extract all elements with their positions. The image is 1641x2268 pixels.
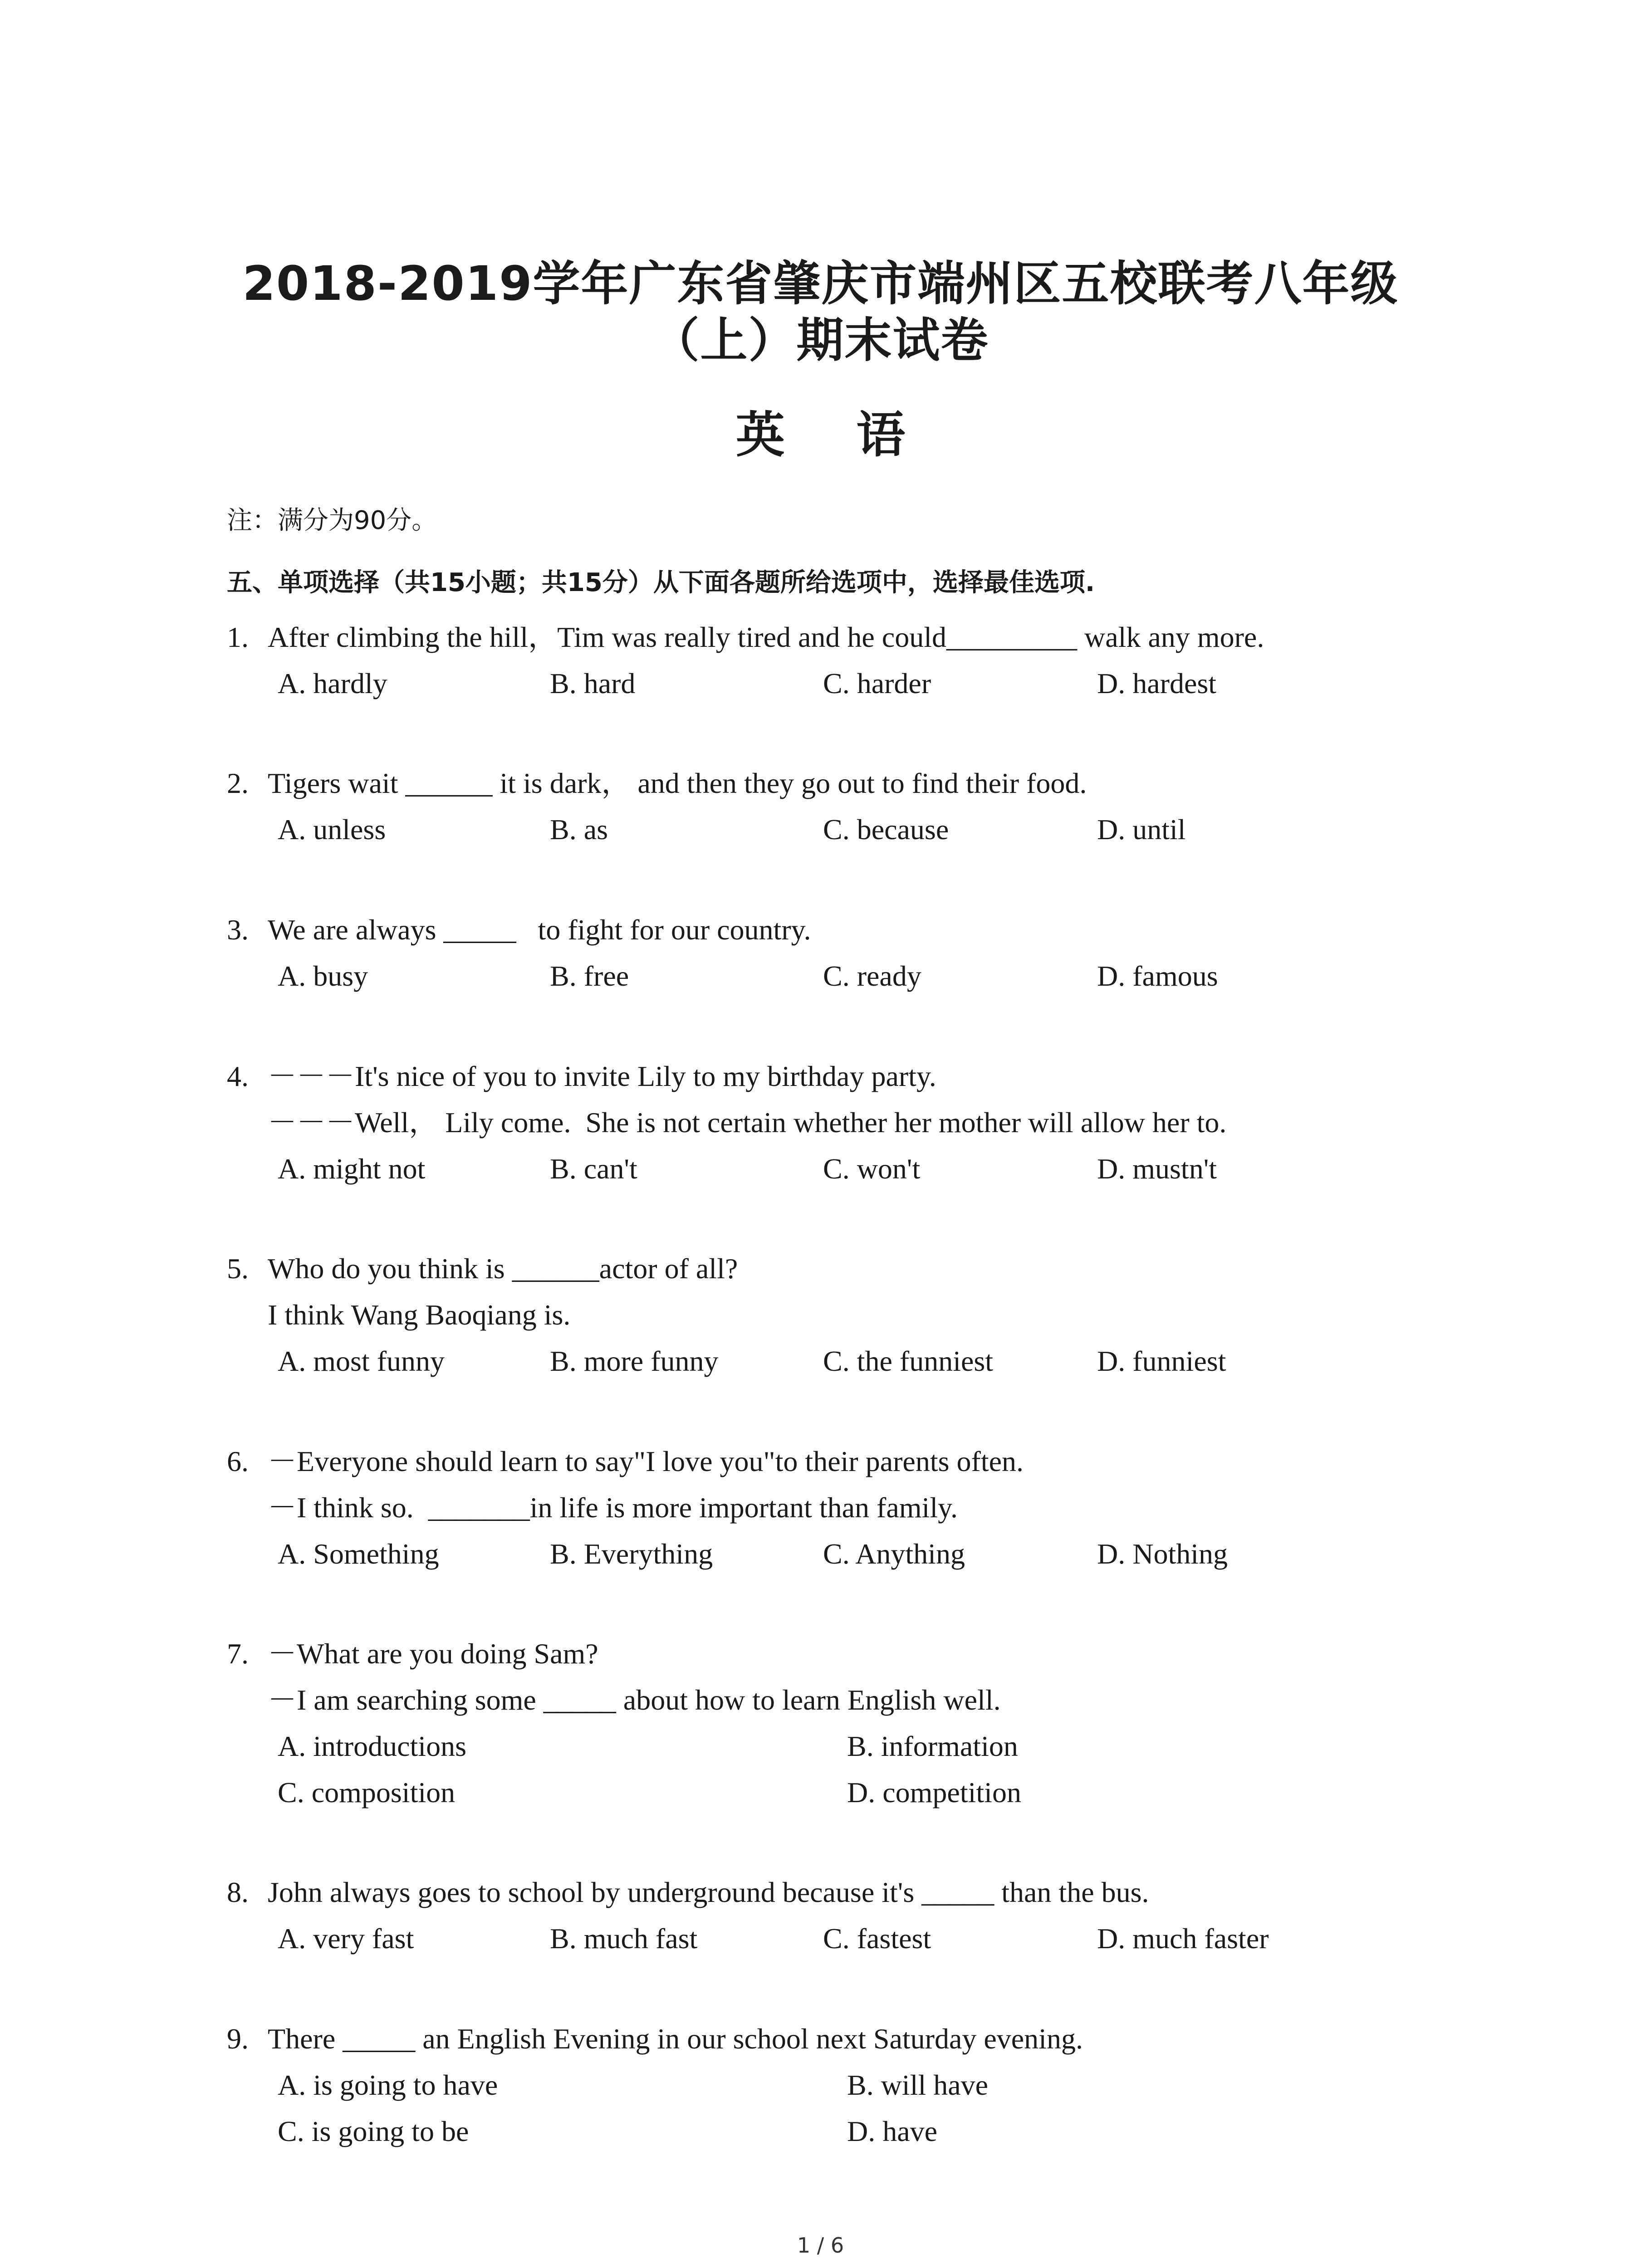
option-a: A. is going to have — [278, 2069, 498, 2101]
question-stem: I think Wang Baoqiang is. — [268, 1299, 571, 1331]
option-d: D. much faster — [1097, 1922, 1269, 1955]
option-a: A. hardly — [278, 667, 387, 699]
option-c: C. the funniest — [823, 1345, 994, 1377]
option-d: D. until — [1097, 813, 1186, 846]
question-stem: John always goes to school by underground because it's _____ than the bus. — [268, 1876, 1149, 1908]
option-c: C. Anything — [823, 1538, 965, 1570]
option-a: A. very fast — [278, 1922, 414, 1955]
option-b: B. can't — [550, 1153, 637, 1185]
option-c: C. won't — [823, 1153, 921, 1185]
exam-title-line-2: （上）期末试卷 — [652, 313, 989, 368]
option-d: D. mustn't — [1097, 1153, 1217, 1185]
option-c: C. because — [823, 813, 949, 846]
subject-heading: 英 语 — [735, 407, 933, 464]
option-b: B. more funny — [550, 1345, 719, 1377]
score-note: 注：满分为90分。 — [227, 506, 437, 535]
option-a: A. busy — [278, 960, 368, 992]
option-c: C. composition — [278, 1776, 456, 1809]
option-d: D. have — [847, 2115, 938, 2147]
option-a: A. unless — [278, 813, 386, 846]
question-stem: Who do you think is ______actor of all? — [268, 1252, 738, 1285]
option-c: C. fastest — [823, 1922, 931, 1955]
option-b: B. information — [847, 1730, 1018, 1762]
option-c: C. is going to be — [278, 2115, 469, 2147]
question-stem: －Everyone should learn to say"I love you"to their parents often. — [268, 1445, 1024, 1477]
page-number: 1 / 6 — [797, 2233, 844, 2258]
option-d: D. Nothing — [1097, 1538, 1228, 1570]
option-a: A. Something — [278, 1538, 439, 1570]
option-b: B. as — [550, 813, 608, 846]
option-c: C. ready — [823, 960, 921, 992]
option-a: A. might not — [278, 1153, 426, 1185]
question-stem: －I am searching some _____ about how to learn English well. — [268, 1684, 1001, 1716]
question-number: 7. — [227, 1637, 249, 1670]
question-stem: －I think so. _______in life is more important than family. — [268, 1491, 958, 1524]
question-stem: －－－It's nice of you to invite Lily to my birthday party. — [268, 1060, 936, 1092]
section-heading: 五、单项选择（共15小题；共15分）从下面各题所给选项中，选择最佳选项. — [227, 568, 1095, 597]
question-stem: We are always _____ to fight for our country. — [268, 914, 811, 946]
option-a: A. introductions — [278, 1730, 466, 1762]
question-stem: －What are you doing Sam? — [268, 1637, 598, 1670]
question-number: 4. — [227, 1060, 249, 1092]
option-b: B. Everything — [550, 1538, 713, 1570]
option-b: B. free — [550, 960, 629, 992]
question-number: 2. — [227, 767, 249, 799]
question-number: 6. — [227, 1445, 249, 1477]
option-d: D. competition — [847, 1776, 1021, 1809]
option-b: B. much fast — [550, 1922, 698, 1955]
exam-title-line-1: 2018-2019学年广东省肇庆市端州区五校联考八年级 — [242, 256, 1399, 311]
question-stem: After climbing the hill，Tim was really tired and he could_________ walk any more. — [268, 621, 1264, 653]
question-stem: There _____ an English Evening in our school next Saturday evening. — [268, 2023, 1083, 2055]
option-d: D. funniest — [1097, 1345, 1226, 1377]
question-number: 9. — [227, 2023, 249, 2055]
question-stem: Tigers wait ______ it is dark， and then they go out to find their food. — [268, 767, 1087, 799]
question-number: 1. — [227, 621, 249, 653]
option-d: D. famous — [1097, 960, 1218, 992]
option-b: B. hard — [550, 667, 636, 699]
option-c: C. harder — [823, 667, 931, 699]
question-number: 3. — [227, 914, 249, 946]
option-d: D. hardest — [1097, 667, 1217, 699]
option-a: A. most funny — [278, 1345, 445, 1377]
question-stem: －－－Well， Lily come. She is not certain whether her mother will allow her to. — [268, 1106, 1227, 1139]
question-number: 5. — [227, 1252, 249, 1285]
question-number: 8. — [227, 1876, 249, 1908]
option-b: B. will have — [847, 2069, 989, 2101]
